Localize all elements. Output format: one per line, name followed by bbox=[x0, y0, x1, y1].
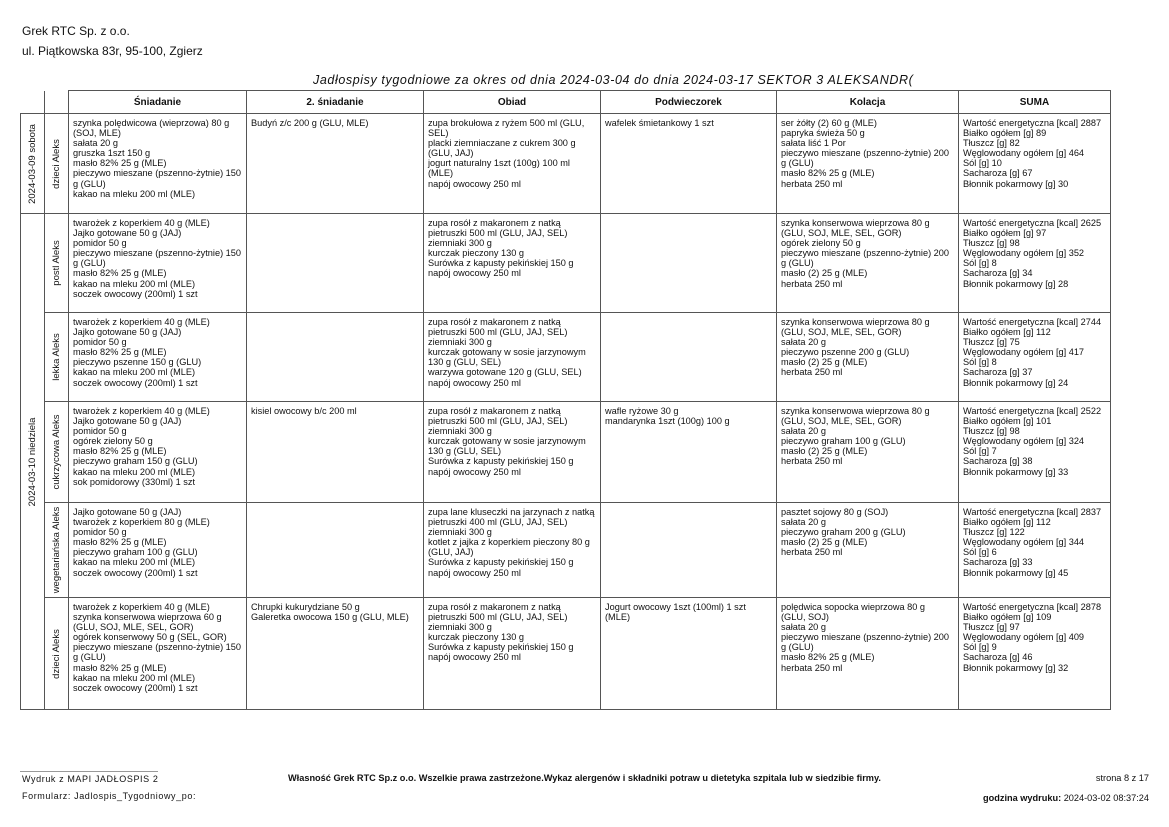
print-time-label: godzina wydruku: bbox=[983, 793, 1062, 803]
diet-label: dzieci Aleks bbox=[50, 138, 62, 189]
table-row bbox=[21, 114, 1111, 214]
meal-cell bbox=[601, 503, 777, 598]
meal-cell: Jajko gotowane 50 g (JAJ) twarożek z koperkiem 80 g (MLE) pomidor 50 g masło 82% 25 g (MLE) pieczywo graham 100 g (GLU) kakao na mleku 200 ml (MLE) soczek owocowy (200ml) 1 szt bbox=[69, 503, 247, 598]
sum-cell: Wartość energetyczna [kcal] 2837 Białko ogółem [g] 112 Tłuszcz [g] 122 Węglowodany ogółem [g] 344 Sól [g] 6 Sacharoza [g] 33 Błonnik pokarmowy [g] 45 bbox=[959, 503, 1111, 598]
date-label: 2024-03-09 sobota bbox=[26, 123, 38, 204]
date-cell bbox=[21, 214, 45, 710]
meal-cell: twarożek z koperkiem 40 g (MLE) Jajko gotowane 50 g (JAJ) pomidor 50 g pieczywo mieszane (pszenno-żytnie) 150 g (GLU) masło 82% 25 g (MLE) kakao na mleku 200 ml (MLE) soczek owocowy (200ml) 1 szt bbox=[69, 214, 247, 313]
page-number: strona 8 z 17 bbox=[1095, 773, 1149, 783]
sum-cell: Wartość energetyczna [kcal] 2625 Białko ogółem [g] 97 Tłuszcz [g] 98 Węglowodany ogółem [g] 352 Sól [g] 8 Sacharoza [g] 34 Błonnik pokarmowy [g] 28 bbox=[959, 214, 1111, 313]
col-header-breakfast: Śniadanie bbox=[69, 91, 247, 114]
footer-divider bbox=[20, 771, 158, 772]
meal-cell: polędwica sopocka wieprzowa 80 g (GLU, SOJ) sałata 20 g pieczywo mieszane (pszenno-żytnie) 200 g (GLU) masło 82% 25 g (MLE) herbata 250 ml bbox=[777, 598, 959, 710]
footer-form: Formularz: Jadlospis_Tygodniowy_po: bbox=[22, 791, 197, 801]
meal-cell: zupa rosół z makaronem z natką pietruszki 500 ml (GLU, JAJ, SEL) ziemniaki 300 g kurczak pieczony 130 g Surówka z kapusty pekińskiej 150 g napój owocowy 250 ml bbox=[424, 214, 601, 313]
diet-cell bbox=[45, 214, 69, 313]
table-row bbox=[21, 313, 1111, 402]
meal-cell: wafle ryżowe 30 g mandarynka 1szt (100g) 100 g bbox=[601, 402, 777, 503]
meal-cell bbox=[247, 313, 424, 402]
meal-cell: szynka konserwowa wieprzowa 80 g (GLU, SOJ, MLE, SEL, GOR) sałata 20 g pieczywo graham 100 g (GLU) masło (2) 25 g (MLE) herbata 250 ml bbox=[777, 402, 959, 503]
meal-cell: twarożek z koperkiem 40 g (MLE) Jajko gotowane 50 g (JAJ) pomidor 50 g masło 82% 25 g (MLE) pieczywo pszenne 150 g (GLU) kakao na mleku 200 ml (MLE) soczek owocowy (200ml) 1 szt bbox=[69, 313, 247, 402]
diet-label: dzieci Aleks bbox=[50, 628, 62, 679]
meal-cell: Budyń z/c 200 g (GLU, MLE) bbox=[247, 114, 424, 214]
meal-cell: Jogurt owocowy 1szt (100ml) 1 szt (MLE) bbox=[601, 598, 777, 710]
print-time-value: 2024-03-02 08:37:24 bbox=[1063, 793, 1149, 803]
diet-cell bbox=[45, 598, 69, 710]
document-title: Jadłospisy tygodniowe za okres od dnia 2024-03-04 do dnia 2024-03-17 SEKTOR 3 ALEKSANDR( bbox=[313, 73, 914, 87]
meal-cell bbox=[601, 313, 777, 402]
meal-cell: Chrupki kukurydziane 50 g Galeretka owocowa 150 g (GLU, MLE) bbox=[247, 598, 424, 710]
meal-cell bbox=[247, 214, 424, 313]
table-row bbox=[21, 402, 1111, 503]
col-header-afternoon-snack: Podwieczorek bbox=[601, 91, 777, 114]
meal-cell bbox=[601, 214, 777, 313]
diet-label: postl Aleks bbox=[50, 240, 62, 286]
company-name: Grek RTC Sp. z o.o. bbox=[22, 24, 130, 38]
meal-cell: zupa rosół z makaronem z natką pietruszki 500 ml (GLU, JAJ, SEL) ziemniaki 300 g kurczak gotowany w sosie jarzynowym 130 g (GLU, SEL) warzywa gotowane 120 g (GLU, SEL) napój owocowy 250 ml bbox=[424, 313, 601, 402]
footer-ownership-note: Własność Grek RTC Sp.z o.o. Wszelkie prawa zastrzeżone.Wykaz alergenów i składniki potraw u dietetyka szpitala lub w siedzibie firmy. bbox=[288, 773, 881, 783]
meal-cell: zupa rosół z makaronem z natką pietruszki 500 ml (GLU, JAJ, SEL) ziemniaki 300 g kurczak pieczony 130 g Surówka z kapusty pekińskiej 150 g napój owocowy 250 ml bbox=[424, 598, 601, 710]
col-header-lunch: Obiad bbox=[424, 91, 601, 114]
date-label: 2024-03-10 niedziela bbox=[26, 417, 38, 506]
meal-cell: szynka polędwicowa (wieprzowa) 80 g (SOJ, MLE) sałata 20 g gruszka 1szt 150 g masło 82% 25 g (MLE) pieczywo mieszane (pszenno-żytnie) 150 g (GLU) kakao na mleku 200 ml (MLE) bbox=[69, 114, 247, 214]
header-row bbox=[21, 91, 1111, 114]
company-address: ul. Piątkowska 83r, 95-100, Zgierz bbox=[22, 44, 203, 58]
col-header-sum: SUMA bbox=[959, 91, 1111, 114]
diet-cell bbox=[45, 313, 69, 402]
diet-label: lekka Aleks bbox=[50, 333, 62, 381]
table-row bbox=[21, 503, 1111, 598]
footer-printout: Wydruk z MAPI JADŁOSPIS 2 bbox=[22, 774, 159, 784]
col-header-second-breakfast: 2. śniadanie bbox=[247, 91, 424, 114]
meal-cell: pasztet sojowy 80 g (SOJ) sałata 20 g pieczywo graham 200 g (GLU) masło (2) 25 g (MLE) herbata 250 ml bbox=[777, 503, 959, 598]
table-row bbox=[21, 598, 1111, 710]
meal-cell: twarożek z koperkiem 40 g (MLE) Jajko gotowane 50 g (JAJ) pomidor 50 g ogórek zielony 50 g masło 82% 25 g (MLE) pieczywo graham 150 g (GLU) kakao na mleku 200 ml (MLE) sok pomidorowy (330ml) 1 szt bbox=[69, 402, 247, 503]
meal-cell: zupa brokułowa z ryżem 500 ml (GLU, SEL) placki ziemniaczane z cukrem 300 g (GLU, JAJ) jogurt naturalny 1szt (100g) 100 ml (MLE) napój owocowy 250 ml bbox=[424, 114, 601, 214]
col-header-dinner: Kolacja bbox=[777, 91, 959, 114]
diet-cell bbox=[45, 402, 69, 503]
print-time bbox=[983, 793, 1149, 803]
meal-cell: szynka konserwowa wieprzowa 80 g (GLU, SOJ, MLE, SEL, GOR) ogórek zielony 50 g pieczywo mieszane (pszenno-żytnie) 200 g (GLU) masło (2) 25 g (MLE) herbata 250 ml bbox=[777, 214, 959, 313]
diet-label: wegetariańska Aleks bbox=[50, 506, 62, 594]
header-blank bbox=[21, 91, 45, 114]
meal-cell: twarożek z koperkiem 40 g (MLE) szynka konserwowa wieprzowa 60 g (GLU, SOJ, MLE, SEL, GOR) ogórek konserwowy 50 g (SEL, GOR) pieczywo mieszane (pszenno-żytnie) 150 g (GLU) masło 82% 25 g (MLE) kakao na mleku 200 ml (MLE) soczek owocowy (200ml) 1 szt bbox=[69, 598, 247, 710]
meal-cell: zupa rosół z makaronem z natką pietruszki 500 ml (GLU, JAJ, SEL) ziemniaki 300 g kurczak gotowany w sosie jarzynowym 130 g (GLU, SEL) Surówka z kapusty pekińskiej 150 g napój owocowy 250 ml bbox=[424, 402, 601, 503]
meal-cell: szynka konserwowa wieprzowa 80 g (GLU, SOJ, MLE, SEL, GOR) sałata 20 g pieczywo pszenne 200 g (GLU) masło (2) 25 g (MLE) herbata 250 ml bbox=[777, 313, 959, 402]
sum-cell: Wartość energetyczna [kcal] 2887 Białko ogółem [g] 89 Tłuszcz [g] 82 Węglowodany ogółem [g] 464 Sól [g] 10 Sacharoza [g] 67 Błonnik pokarmowy [g] 30 bbox=[959, 114, 1111, 214]
meal-cell: kisiel owocowy b/c 200 ml bbox=[247, 402, 424, 503]
sum-cell: Wartość energetyczna [kcal] 2744 Białko ogółem [g] 112 Tłuszcz [g] 75 Węglowodany ogółem [g] 417 Sól [g] 8 Sacharoza [g] 37 Błonnik pokarmowy [g] 24 bbox=[959, 313, 1111, 402]
sum-cell: Wartość energetyczna [kcal] 2522 Białko ogółem [g] 101 Tłuszcz [g] 98 Węglowodany ogółem [g] 324 Sól [g] 7 Sacharoza [g] 38 Błonnik pokarmowy [g] 33 bbox=[959, 402, 1111, 503]
meal-cell bbox=[247, 503, 424, 598]
date-cell bbox=[21, 114, 45, 214]
meal-cell: ser żółty (2) 60 g (MLE) papryka świeża 50 g sałata liść 1 Por pieczywo mieszane (pszenno-żytnie) 200 g (GLU) masło 82% 25 g (MLE) herbata 250 ml bbox=[777, 114, 959, 214]
diet-cell bbox=[45, 114, 69, 214]
diet-cell bbox=[45, 503, 69, 598]
weekly-menu-table bbox=[20, 90, 1111, 710]
meal-cell: wafelek śmietankowy 1 szt bbox=[601, 114, 777, 214]
sum-cell: Wartość energetyczna [kcal] 2878 Białko ogółem [g] 109 Tłuszcz [g] 97 Węglowodany ogółem [g] 409 Sól [g] 9 Sacharoza [g] 46 Błonnik pokarmowy [g] 32 bbox=[959, 598, 1111, 710]
diet-label: cukrzycowa Aleks bbox=[50, 414, 62, 490]
table-row bbox=[21, 214, 1111, 313]
header-blank bbox=[45, 91, 69, 114]
meal-cell: zupa lane kluseczki na jarzynach z natką pietruszki 400 ml (GLU, JAJ, SEL) ziemniaki 300 g kotlet z jajka z koperkiem pieczony 80 g (GLU, JAJ) Surówka z kapusty pekińskiej 150 g napój owocowy 250 ml bbox=[424, 503, 601, 598]
